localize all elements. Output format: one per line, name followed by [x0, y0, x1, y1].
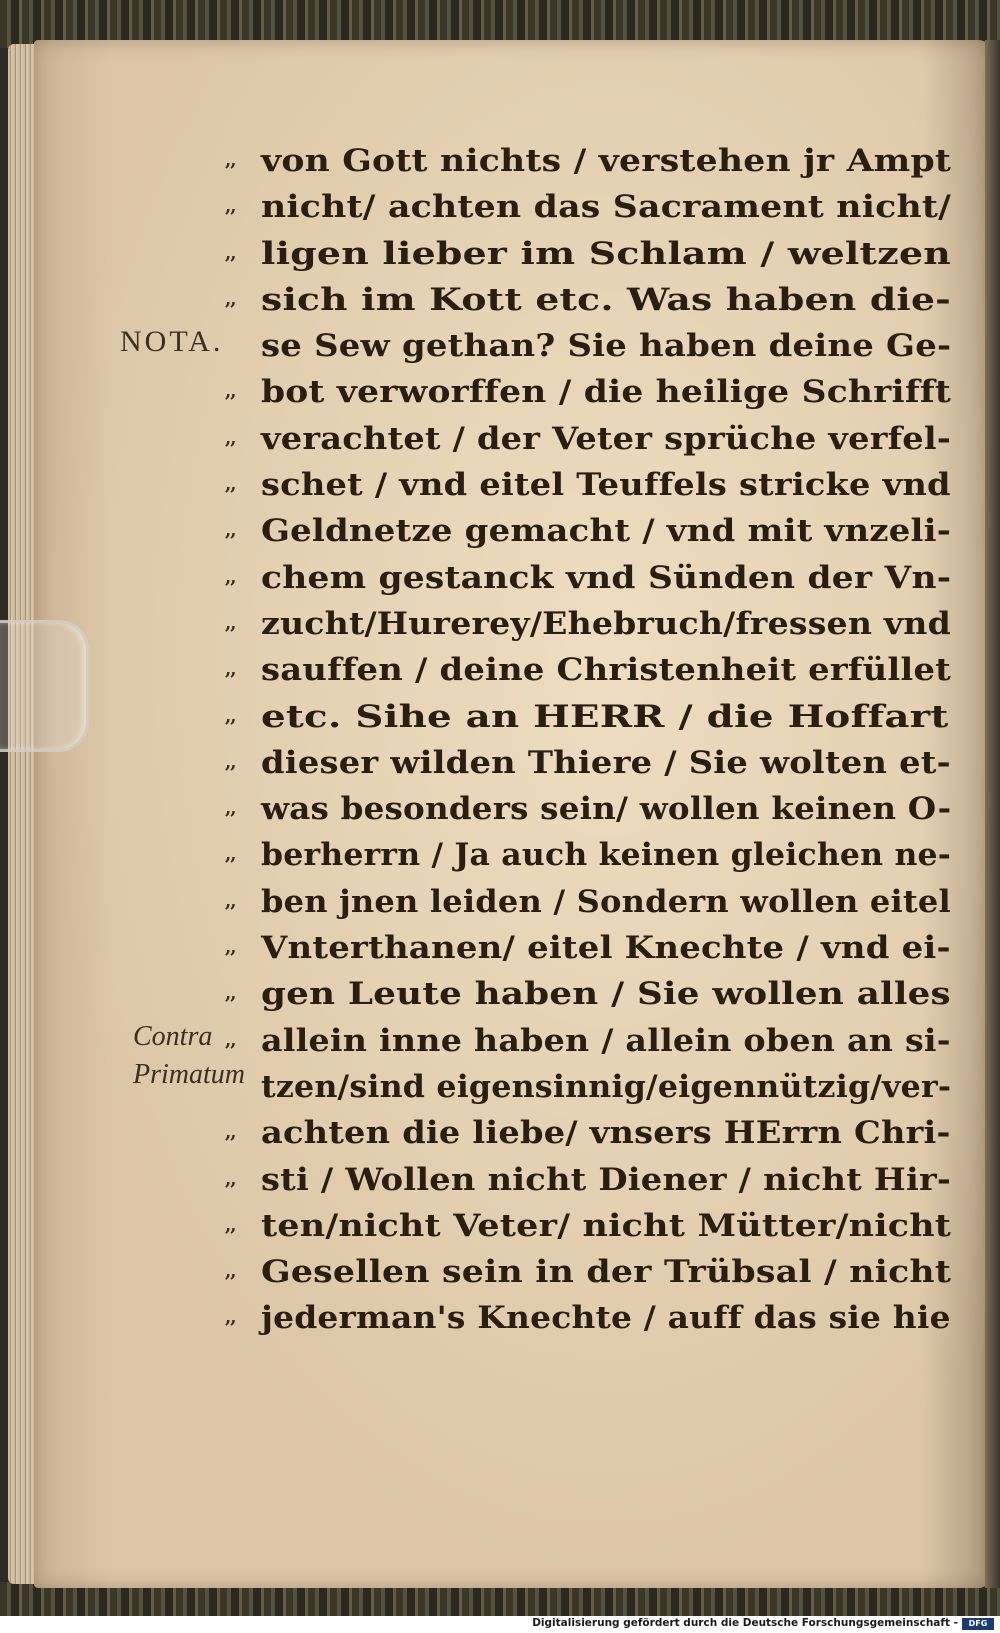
line-text: sich im Kott etc. Was haben die-: [261, 281, 952, 318]
text-line: [225, 647, 965, 693]
line-text: sauffen / deine Christenheit erfüllet: [261, 652, 951, 689]
text-line: [225, 971, 965, 1017]
quotation-marker: ,,: [225, 1307, 236, 1329]
line-text: se Sew gethan? Sie haben deine Ge-: [261, 328, 952, 365]
quotation-marker: ,,: [225, 659, 236, 681]
body-text: [225, 138, 965, 1342]
margin-note-nota: NOTA.: [120, 325, 224, 358]
quotation-marker: ,,: [225, 427, 236, 449]
quotation-marker: ,,: [225, 798, 236, 820]
text-line: [225, 925, 965, 971]
text-line: [225, 555, 965, 601]
quotation-marker: ,,: [225, 844, 236, 866]
text-line: [225, 1110, 965, 1156]
text-line: [225, 786, 965, 832]
text-line: [225, 508, 965, 554]
text-line: [225, 832, 965, 878]
text-line: [225, 601, 965, 647]
text-line: [225, 1295, 965, 1341]
quotation-marker: ,,: [225, 1168, 236, 1190]
digitization-credit: Digitalisierung gefördert durch die Deutsche Forschungsgemeinschaft -: [532, 1617, 958, 1629]
text-line: [225, 416, 965, 462]
quotation-marker: ,,: [225, 242, 236, 264]
text-line: [225, 879, 965, 925]
dfg-logo: DFG: [962, 1618, 994, 1630]
text-line: [225, 1064, 965, 1110]
quotation-marker: ,,: [225, 1122, 236, 1144]
quotation-marker: ,,: [225, 288, 236, 310]
page-clip: [0, 620, 89, 752]
text-line: [225, 694, 965, 740]
text-line: [225, 1203, 965, 1249]
text-line: [225, 462, 965, 508]
margin-note-primatum: Primatum: [133, 1059, 245, 1090]
line-text: jederman's Knechte / auff das sie hie: [261, 1300, 951, 1337]
text-line: [225, 138, 965, 184]
quotation-marker: ,,: [225, 751, 236, 773]
margin-note-contra: Contra: [133, 1021, 213, 1052]
line-text: chem gestanck vnd Sünden der Vn-: [261, 559, 952, 596]
quotation-marker: ,,: [225, 381, 236, 403]
text-line: [225, 369, 965, 415]
line-text: bot verworffen / die heilige Schrifft: [261, 374, 952, 411]
line-text: ben jnen leiden / Sondern wollen eitel: [261, 883, 951, 920]
text-line: [225, 1249, 965, 1295]
quotation-marker: ,,: [225, 1029, 236, 1051]
text-line: [225, 323, 965, 369]
line-text: zucht/Hurerey/Ehebruch/fressen vnd: [261, 605, 951, 642]
quotation-marker: ,,: [225, 566, 236, 588]
line-text: berherrn / Ja auch keinen gleichen ne-: [261, 837, 952, 874]
quotation-marker: ,,: [225, 474, 236, 496]
line-text: etc. Sihe an HERR / die Hoffart: [261, 698, 949, 735]
line-text: Gesellen sein in der Trübsal / nicht: [261, 1254, 952, 1291]
text-line: [225, 740, 965, 786]
line-text: tzen/sind eigensinnig/eigennützig/ver-: [261, 1068, 952, 1105]
line-text: dieser wilden Thiere / Sie wolten et-: [261, 744, 951, 781]
line-text: verachtet / der Veter sprüche verfel-: [261, 420, 952, 457]
quotation-marker: ,,: [225, 983, 236, 1005]
line-text: schet / vnd eitel Teuffels stricke vnd: [261, 467, 951, 504]
line-text: ligen lieber im Schlam / weltzen: [261, 235, 952, 272]
quotation-marker: ,,: [225, 890, 236, 912]
line-text: achten die liebe/ vnsers HErrn Chri-: [261, 1115, 951, 1152]
book-binding: [985, 40, 1000, 1588]
quotation-marker: ,,: [225, 150, 236, 171]
line-text: sti / Wollen nicht Diener / nicht Hir-: [261, 1161, 952, 1198]
footer-bar: [0, 1616, 1000, 1633]
text-line: [225, 231, 965, 277]
line-text: gen Leute haben / Sie wollen alles: [261, 976, 951, 1013]
quotation-marker: ,,: [225, 196, 236, 218]
line-text: Geldnetze gemacht / vnd mit vnzeli-: [261, 513, 952, 550]
text-line: [225, 1157, 965, 1203]
line-text: Vnterthanen/ eitel Knechte / vnd ei-: [261, 930, 951, 967]
quotation-marker: ,,: [225, 1214, 236, 1236]
line-text: nicht/ achten das Sacrament nicht/: [261, 189, 951, 226]
quotation-marker: ,,: [225, 705, 236, 727]
line-text: was besonders sein/ wollen keinen O-: [261, 791, 952, 828]
quotation-marker: ,,: [225, 612, 236, 634]
line-text: von Gott nichts / verstehen jr Ampt: [261, 143, 952, 179]
line-text: ten/nicht Veter/ nicht Mütter/nicht: [261, 1207, 952, 1244]
text-line: [225, 277, 965, 323]
text-line: [225, 1018, 965, 1064]
line-text: allein inne haben / allein oben an si-: [261, 1022, 951, 1059]
quotation-marker: ,,: [225, 1261, 236, 1283]
text-line: [225, 184, 965, 230]
quotation-marker: ,,: [225, 520, 236, 542]
quotation-marker: ,,: [225, 937, 236, 959]
